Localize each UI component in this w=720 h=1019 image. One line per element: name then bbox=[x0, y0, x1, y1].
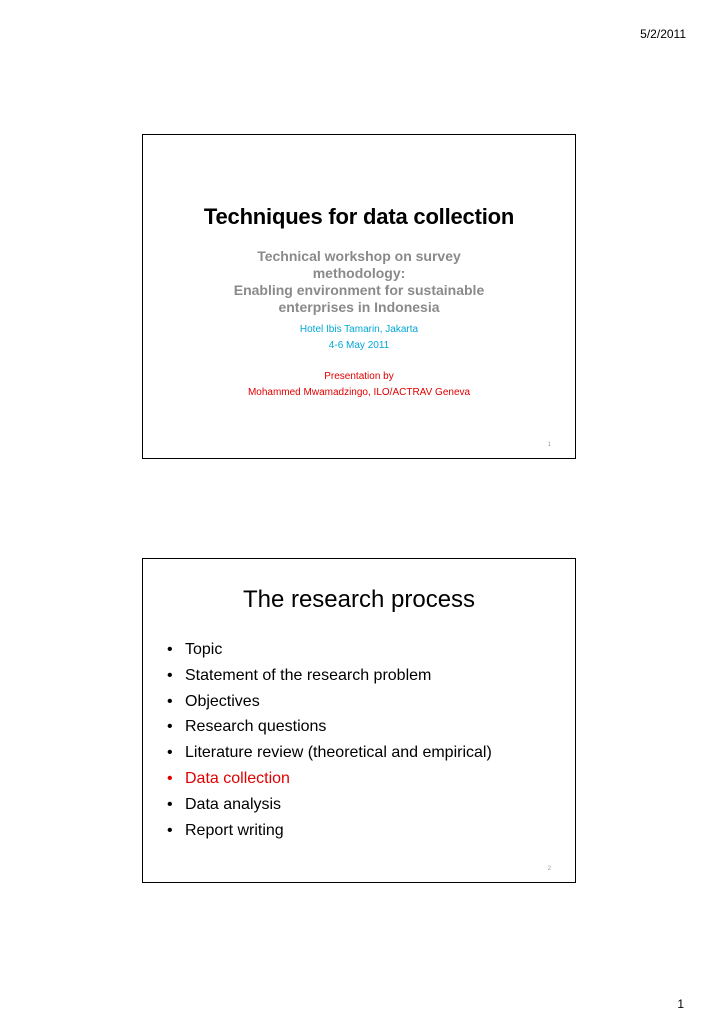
slide-2-title: The research process bbox=[242, 586, 476, 613]
list-item bbox=[167, 663, 492, 689]
bullet-icon: • bbox=[167, 744, 173, 762]
list-item-text: Literature review (theoretical and empirical) bbox=[185, 744, 492, 762]
list-item bbox=[167, 792, 492, 818]
list-item-text: Data collection bbox=[185, 769, 290, 787]
subtitle-line: Technical workshop on survey bbox=[257, 248, 461, 264]
slide-2-number: 2 bbox=[547, 866, 551, 872]
list-item bbox=[167, 740, 492, 766]
slide-1-venue-block bbox=[143, 322, 575, 354]
list-item-text: Objectives bbox=[185, 692, 260, 710]
research-process-list bbox=[167, 637, 492, 843]
list-item bbox=[167, 714, 492, 740]
list-item-text: Report writing bbox=[185, 821, 284, 839]
page-date: 5/2/2011 bbox=[640, 27, 686, 41]
slide-1-number: 1 bbox=[547, 442, 551, 448]
subtitle-line: enterprises in Indonesia bbox=[278, 299, 440, 315]
list-item bbox=[167, 766, 492, 792]
page-number: 1 bbox=[677, 997, 684, 1011]
list-item-text: Statement of the research problem bbox=[185, 666, 432, 684]
list-item-text: Research questions bbox=[185, 718, 327, 736]
slide-1-title: Techniques for data collection bbox=[203, 204, 515, 229]
bullet-icon: • bbox=[167, 769, 173, 787]
bullet-icon: • bbox=[167, 666, 173, 684]
bullet-icon: • bbox=[167, 692, 173, 710]
list-item bbox=[167, 818, 492, 844]
bullet-icon: • bbox=[167, 718, 173, 736]
list-item-text: Topic bbox=[185, 641, 223, 658]
venue: Hotel Ibis Tamarin, Jakarta bbox=[299, 324, 419, 335]
list-item bbox=[167, 689, 492, 715]
presented-by-label: Presentation by bbox=[324, 371, 394, 382]
slide-1-presenter-block bbox=[143, 369, 575, 401]
bullet-icon: • bbox=[167, 821, 173, 839]
slide-1 bbox=[142, 134, 576, 459]
list-item bbox=[167, 637, 492, 663]
list-item-text: Data analysis bbox=[185, 795, 282, 813]
subtitle-line: methodology: bbox=[312, 265, 406, 281]
event-dates: 4-6 May 2011 bbox=[328, 340, 390, 351]
bullet-icon: • bbox=[167, 795, 173, 813]
subtitle-line: Enabling environment for sustainable bbox=[233, 282, 485, 298]
bullet-icon: • bbox=[167, 641, 173, 658]
slide-2 bbox=[142, 558, 576, 883]
slide-1-subtitle bbox=[203, 248, 515, 316]
presenter-name: Mohammed Mwamadzingo, ILO/ACTRAV Geneva bbox=[247, 387, 471, 398]
